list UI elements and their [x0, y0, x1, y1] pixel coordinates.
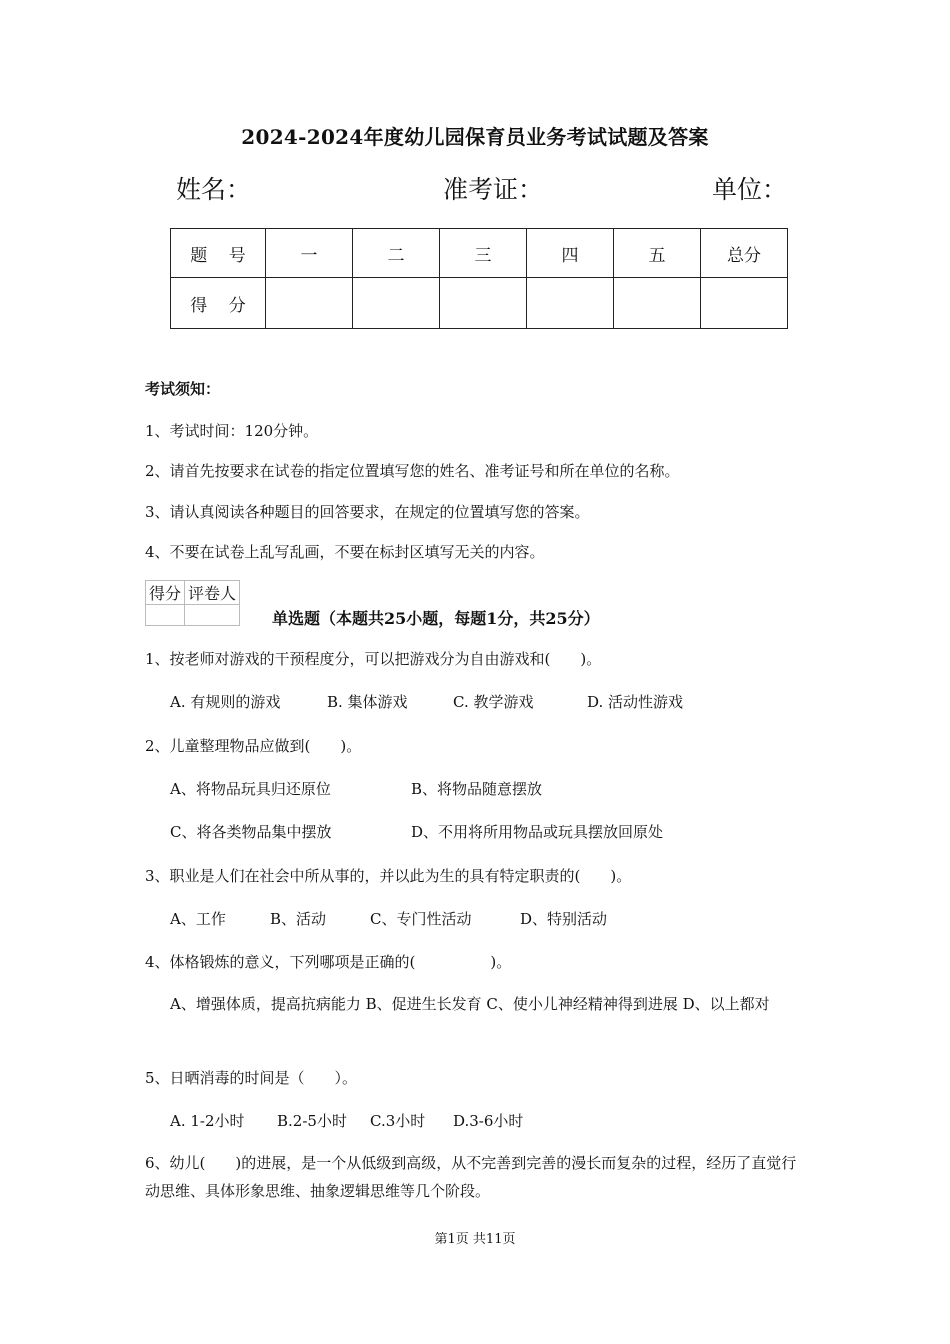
name-label: 姓名： — [176, 175, 252, 204]
total-score-cell[interactable] — [701, 278, 788, 329]
option-c[interactable]: C. 教学游戏 — [453, 693, 534, 711]
notice-item: 2、请首先按要求在试卷的指定位置填写您的姓名、准考证号和所在单位的名称。 — [145, 462, 680, 480]
score-label: 得 分 — [171, 278, 266, 329]
section-2-header: 二 — [353, 229, 440, 278]
option-a[interactable]: A. 1-2小时 — [170, 1112, 245, 1130]
question-stem: 6、幼儿( )的进展，是一个从低级到高级，从不完善到完善的漫长而复杂的过程，经历了直觉行动思维、具体形象思维、抽象逻辑思维等几个阶段。 — [145, 1154, 797, 1200]
document-title: 2024-2024年度幼儿园保育员业务考试试题及答案 — [241, 125, 709, 149]
section-1-header: 一 — [266, 229, 353, 278]
option-b[interactable]: B、活动 — [270, 910, 327, 928]
question-stem: 4、体格锻炼的意义，下列哪项是正确的( )。 — [145, 953, 512, 971]
notice-item: 3、请认真阅读各种题目的回答要求，在规定的位置填写您的答案。 — [145, 503, 590, 521]
section-2-score-cell[interactable] — [353, 278, 440, 329]
section-title: 单选题（本题共25小题，每题1分，共25分） — [272, 609, 600, 628]
option-c[interactable]: C.3小时 — [370, 1112, 426, 1130]
grader-name-label: 评卷人 — [185, 581, 240, 605]
question-stem: 1、按老师对游戏的干预程度分，可以把游戏分为自由游戏和( )。 — [145, 650, 602, 668]
notice-item: 1、考试时间：120分钟。 — [145, 422, 319, 440]
question-options-text: A、增强体质，提高抗病能力 B、促进生长发育 C、使小儿神经精神得到进展 D、以上都对 — [170, 995, 770, 1013]
section-4-header: 四 — [527, 229, 614, 278]
section-3-score-cell[interactable] — [440, 278, 527, 329]
option-d[interactable]: D. 活动性游戏 — [587, 693, 684, 711]
page-footer: 第1页 共11页 — [434, 1232, 516, 1247]
section-4-score-cell[interactable] — [527, 278, 614, 329]
grader-name-cell[interactable] — [185, 605, 240, 626]
option-d[interactable]: D、不用将所用物品或玩具摆放回原处 — [411, 823, 664, 841]
option-b[interactable]: B. 集体游戏 — [327, 693, 408, 711]
grader-score-label: 得分 — [146, 581, 185, 605]
notice-item: 4、不要在试卷上乱写乱画，不要在标封区填写无关的内容。 — [145, 543, 545, 561]
question-number-label: 题 号 — [171, 229, 266, 278]
section-1-score-cell[interactable] — [266, 278, 353, 329]
option-a[interactable]: A. 有规则的游戏 — [170, 693, 281, 711]
option-d[interactable]: D.3-6小时 — [453, 1112, 524, 1130]
notice-heading: 考试须知： — [145, 380, 221, 398]
unit-label: 单位： — [712, 175, 788, 204]
score-table-header-row — [171, 229, 788, 278]
option-b[interactable]: B.2-5小时 — [277, 1112, 347, 1130]
section-3-header: 三 — [440, 229, 527, 278]
option-d[interactable]: D、特别活动 — [520, 910, 608, 928]
score-table — [170, 228, 788, 329]
question-stem: 2、儿童整理物品应做到( )。 — [145, 737, 362, 755]
grader-box — [145, 580, 240, 626]
option-a[interactable]: A、工作 — [170, 910, 226, 928]
grader-score-cell[interactable] — [146, 605, 185, 626]
option-a[interactable]: A、将物品玩具归还原位 — [170, 780, 331, 798]
option-b[interactable]: B、将物品随意摆放 — [411, 780, 543, 798]
exam-id-label: 准考证： — [443, 175, 544, 204]
question-stem: 5、日晒消毒的时间是（ ）。 — [145, 1069, 358, 1087]
score-table-score-row — [171, 278, 788, 329]
question-stem: 3、职业是人们在社会中所从事的，并以此为生的具有特定职责的( )。 — [145, 867, 632, 885]
section-5-header: 五 — [614, 229, 701, 278]
section-5-score-cell[interactable] — [614, 278, 701, 329]
total-header: 总分 — [701, 229, 788, 278]
option-c[interactable]: C、专门性活动 — [370, 910, 472, 928]
option-c[interactable]: C、将各类物品集中摆放 — [170, 823, 332, 841]
